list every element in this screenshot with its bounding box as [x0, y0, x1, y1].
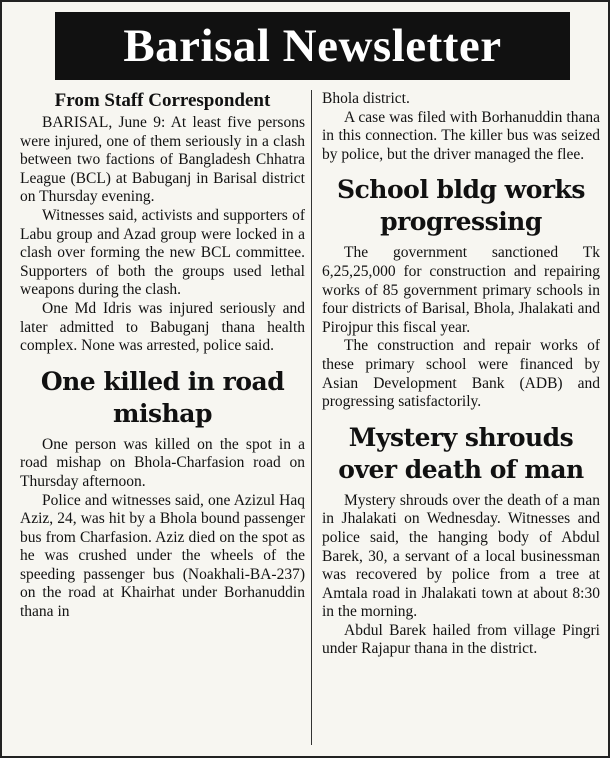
article1-paragraph: One Md Idris was injured seriously and later admitted to Babuganj thana health complex. None was arrested, police said. [20, 299, 305, 355]
right-column [322, 90, 600, 659]
article3-paragraph: The government sanctioned Tk 6,25,25,000 for construction and repairing works of 85 government primary schools in four districts of Barisal, Bhola, Jhalakati and Pirojpur this fiscal year. [322, 244, 600, 336]
article1-paragraph: BARISAL, June 9: At least five persons were injured, one of them seriously in a clash between two factions of Bangladesh Chhatra League (BCL) at Babuganj in Barisal district on Thursday evening. [20, 114, 305, 206]
article4-headline: Mystery shrouds over death of man [338, 422, 584, 484]
byline: From Staff Correspondent [54, 90, 271, 111]
article3-paragraph: The construction and repair works of these primary school were financed by Asian Development Bank (ADB) and progressing satisfactorily. [322, 337, 600, 411]
article4-paragraph: Mystery shrouds over the death of a man in Jhalakati on Wednesday. Witnesses and police said, the hanging body of Abdul Barek, 30, a servant of a local businessman was recovered by police from a tree at Amtala road in Jhalakati town at about 8:30 in the morning. [322, 491, 600, 621]
article2-paragraph: A case was filed with Borhanuddin thana in this connection. The killer bus was seized by police, but the driver managed the flee. [322, 108, 600, 163]
article3-headline: School bldg works progressing [337, 175, 585, 237]
article4-paragraph: Abdul Barek hailed from village Pingri under Rajapur thana in the district. [322, 621, 600, 658]
masthead-title: Barisal Newsletter [55, 12, 570, 80]
article2-continuation: Bhola district. [322, 90, 410, 107]
article1-paragraph: Witnesses said, activists and supporters of Labu group and Azad group were locked in a clash over forming the new BCL committee. Supporters of both the groups used lethal weapons during the clash. [20, 206, 305, 299]
article2-headline: One killed in road mishap [40, 366, 285, 428]
left-column [20, 90, 305, 622]
article2-paragraph: Police and witnesses said, one Azizul Haq Aziz, 24, was hit by a Bhola bound passenger bus from Charfasion. Aziz died on the spot as he was crushed under the wheels of the speeding passenger bus (Noakhali-BA-237) on the road at Khairhat under Borhanuddin thana in [20, 491, 305, 621]
column-divider [311, 90, 312, 745]
article2-paragraph: One person was killed on the spot in a road mishap on Bhola-Charfasion road on Thursday afternoon. [20, 435, 305, 490]
